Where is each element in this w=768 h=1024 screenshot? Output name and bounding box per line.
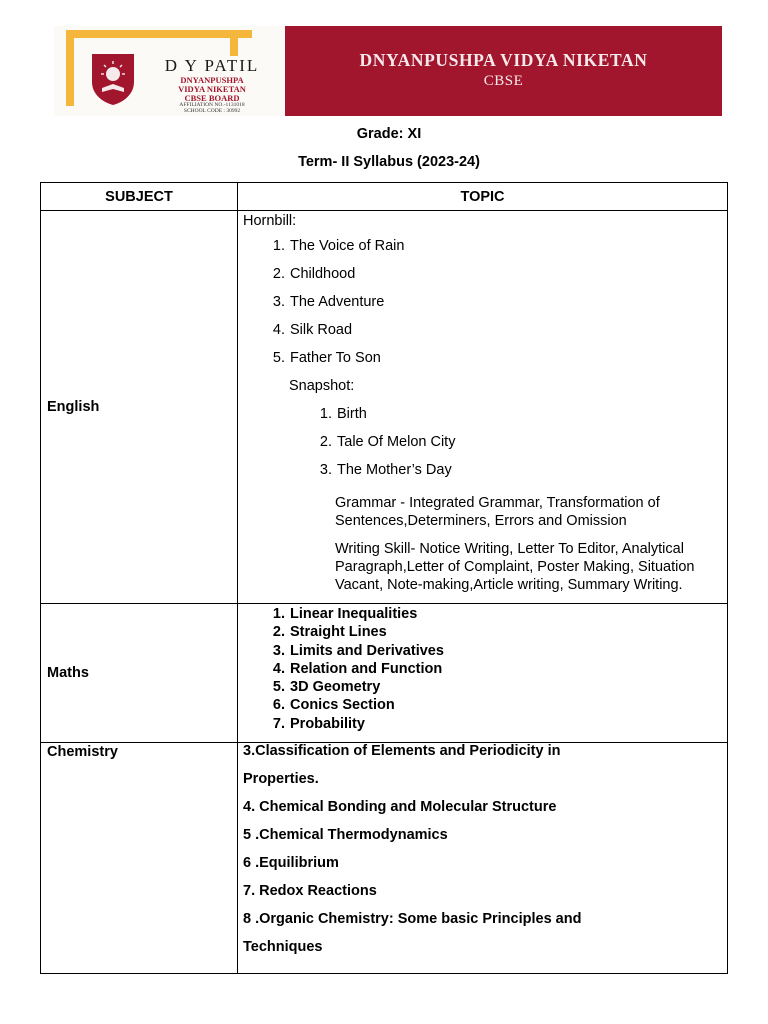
topic-column-header: TOPIC [238,183,728,211]
term-heading: Term- II Syllabus (2023-24) [298,154,480,170]
list-item: 6 .Equilibrium [243,855,339,872]
list-text: Limits and Derivatives [290,642,444,659]
logo-line: VIDYA NIKETAN [178,84,246,94]
school-name: DNYANPUSHPA VIDYA NIKETAN [359,50,648,70]
maths-topic-list [243,604,727,742]
logo-frame-edge [230,30,238,56]
list-item [265,260,727,288]
list-item [265,605,727,623]
list-item [265,288,727,316]
list-number: 5. [272,350,285,366]
school-board: CBSE [483,73,524,89]
hornbill-label: Hornbill: [243,213,297,229]
list-number: 3. [272,294,285,310]
subject-column-header: SUBJECT [41,183,238,211]
list-number: 4. [272,322,285,338]
snapshot-label: Snapshot: [289,378,355,394]
hornbill-list [243,232,727,372]
list-text: Childhood [290,266,356,282]
list-item [265,316,727,344]
school-code: SCHOOL CODE : 30992 [183,108,241,114]
chemistry-topic-list [243,743,727,973]
subject-chemistry: Chemistry [41,743,238,974]
school-name-panel [285,26,722,116]
list-text: Silk Road [290,322,353,338]
list-item [312,428,727,456]
list-item [265,642,727,660]
logo-line: CBSE BOARD [184,93,240,103]
logo-affiliation [152,102,272,114]
grammar-text: Grammar - Integrated Grammar, Transformation of Sentences,Determiners, Errors and Omission [335,495,660,529]
list-text: Tale Of Melon City [337,434,456,450]
topic-english [238,211,728,604]
list-text: Conics Section [290,697,395,714]
writing-skill-text: Writing Skill- Notice Writing, Letter To Editor, Analytical Paragraph,Letter of Complaint, Poster Making, Situation Vacant, Note-making,Article writing, Summary Writing. [335,541,695,593]
list-item [265,715,727,733]
list-item: 3.Classification of Elements and Periodicity in [243,743,561,760]
logo-line: DNYANPUSHPA [180,75,244,85]
list-number: 2. [272,266,285,282]
table-header-row [41,183,728,211]
list-item: 4. Chemical Bonding and Molecular Structure [243,799,557,816]
list-item [312,400,727,428]
list-item: Properties. [243,771,319,788]
list-text: Relation and Function [290,660,443,677]
list-text: 3D Geometry [290,679,381,696]
snapshot-list [243,400,727,484]
list-text: Birth [337,406,367,422]
list-number: 1. [272,238,285,254]
subject-english: English [41,211,238,604]
list-item: Techniques [243,939,323,956]
list-text: Father To Son [290,350,381,366]
list-item [312,456,727,484]
list-number: 1. [319,406,332,422]
list-item [265,232,727,260]
list-item [265,344,727,372]
list-text: The Voice of Rain [290,238,405,254]
list-number: 2. [319,434,332,450]
topic-chemistry [238,743,728,974]
list-text: Straight Lines [290,624,387,641]
list-text: Linear Inequalities [290,606,418,622]
list-item [265,696,727,714]
list-item: 8 .Organic Chemistry: Some basic Principles and [243,911,582,928]
list-text: The Adventure [290,294,385,310]
school-logo [54,26,285,116]
table-row-maths [41,604,728,743]
list-item: 5 .Chemical Thermodynamics [243,827,448,844]
subject-maths: Maths [41,604,238,743]
list-number: 5. [272,679,285,696]
affiliation-number: AFFILIATION NO.-1131018 [179,102,245,108]
list-number: 7. [272,715,285,732]
list-text: The Mother’s Day [337,462,452,478]
list-item [265,678,727,696]
shield-emblem-icon [90,52,136,106]
syllabus-table [40,182,728,974]
list-number: 3. [319,462,332,478]
list-number: 1. [272,606,285,622]
logo-frame-edge-bottom [66,86,74,98]
list-item [265,623,727,641]
topic-maths [238,604,728,743]
table-row-english [41,211,728,604]
list-number: 3. [272,642,285,659]
list-number: 2. [272,624,285,641]
list-item: 7. Redox Reactions [243,883,377,900]
list-text: Probability [290,715,365,732]
header-banner [54,26,722,116]
table-row-chemistry [41,743,728,974]
list-item [265,660,727,678]
list-number: 6. [272,697,285,714]
logo-title: D Y PATIL [164,56,260,75]
list-number: 4. [272,660,285,677]
logo-subtitle [152,76,272,103]
grade-heading: Grade: XI [356,126,422,142]
